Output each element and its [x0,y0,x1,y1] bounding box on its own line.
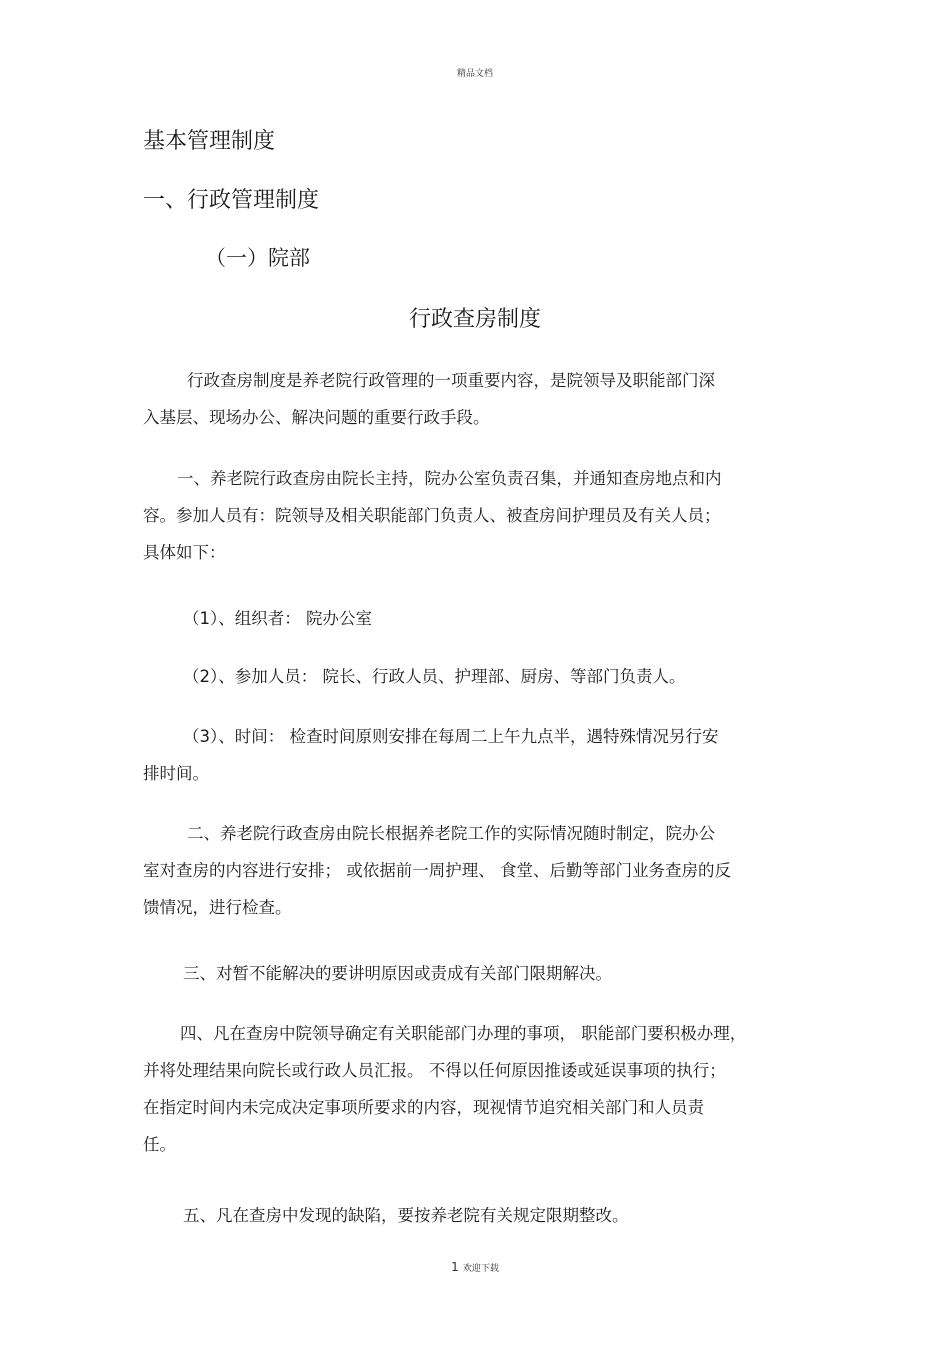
paragraph-line: （2）、参加人员： 院长、行政人员、护理部、厨房、等部门负责人。 [183,667,686,686]
paragraph-line: （3）、时间： 检查时间原则安排在每周二上午九点半，遇特殊情况另行安 [183,727,719,746]
paragraph-line: 入基层、现场办公、解决问题的重要行政手段。 [143,408,490,427]
paragraph-5 [143,1197,803,1234]
paragraph-line: 任。 [143,1135,176,1154]
list-item-time [143,718,803,792]
intro-paragraph [143,362,803,436]
paragraph-4 [143,1015,803,1163]
paragraph-line: 一、养老院行政查房由院长主持，院办公室负责召集，并通知查房地点和内 [177,469,722,488]
paragraph-line: 并将处理结果向院长或行政人员汇报。 不得以任何原因推诿或延误事项的执行； [143,1061,726,1080]
paragraph-line: 五、凡在查房中发现的缺陷，要按养老院有关规定限期整改。 [183,1206,629,1225]
list-item-organizer [143,600,803,637]
paragraph-1 [143,460,803,571]
page-header: 精品文档 [456,69,493,79]
document-title: 行政查房制度 [408,307,541,332]
paragraph-line: 容。参加人员有：院领导及相关职能部门负责人、被查房间护理员及有关人员； [143,506,721,525]
paragraph-line: 室对查房的内容进行安排； 或依据前一周护理、 食堂、后勤等部门业务查房的反 [143,861,731,880]
page-footer [0,1260,950,1274]
paragraph-line: 二、养老院行政查房由院长根据养老院工作的实际情况随时制定，院办公 [187,824,715,843]
paragraph-line: 在指定时间内未完成决定事项所要求的内容，现视情节追究相关部门和人员责 [143,1098,704,1117]
footer-text: 欢迎下载 [462,1264,499,1274]
paragraph-3 [143,955,803,992]
section-heading: 一、行政管理制度 [143,188,320,213]
paragraph-line: 馈情况，进行检查。 [143,898,292,917]
paragraph-line: 四、凡在查房中院领导确定有关职能部门办理的事项， 职能部门要积极办理， [180,1024,747,1043]
paragraph-line: 三、对暂不能解决的要讲明原因或责成有关部门限期解决。 [183,964,612,983]
paragraph-line: 排时间。 [143,764,209,783]
paragraph-line: 具体如下： [143,543,226,562]
subsection-heading: （一）院部 [205,246,310,270]
paragraph-line: （1）、组织者： 院办公室 [183,609,372,628]
paragraph-line: 行政查房制度是养老院行政管理的一项重要内容，是院领导及职能部门深 [187,371,715,390]
paragraph-2 [143,815,803,926]
page-number: 1 [451,1260,459,1274]
list-item-participants [143,658,803,695]
document-heading: 基本管理制度 [143,129,276,154]
